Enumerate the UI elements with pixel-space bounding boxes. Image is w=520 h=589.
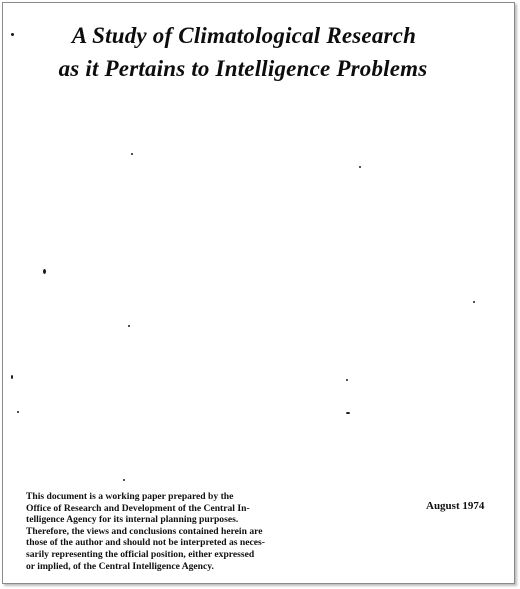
title-line-2: as it Pertains to Intelligence Problems <box>58 56 428 81</box>
scan-speck <box>359 166 361 168</box>
scan-speck <box>473 301 475 303</box>
notice-line: Office of Research and Development of the Central In- <box>26 502 250 514</box>
scan-speck <box>123 479 125 481</box>
notice-line: sarily representing the official position, either expressed <box>26 548 255 560</box>
notice-line: or implied, of the Central Intelligence Agency. <box>26 560 214 572</box>
disclaimer-notice <box>26 491 366 572</box>
document-title <box>3 19 483 85</box>
notice-line: telligence Agency for its internal planning purposes. <box>26 514 239 526</box>
scan-speck <box>11 33 14 36</box>
notice-line: those of the author and should not be interpreted as neces- <box>26 537 265 549</box>
notice-line: This document is a working paper prepared by the <box>26 491 234 502</box>
page-frame <box>2 2 515 584</box>
notice-line: Therefore, the views and conclusions contained herein are <box>26 525 263 537</box>
scan-speck <box>17 411 19 413</box>
scan-speck <box>11 375 13 379</box>
scan-speck <box>128 325 130 327</box>
scan-speck <box>346 379 348 381</box>
document-date: August 1974 <box>426 500 485 512</box>
scan-speck <box>131 153 133 155</box>
title-line-1: A Study of Climatological Research <box>71 23 417 48</box>
scan-speck <box>346 412 350 414</box>
scan-speck <box>43 269 46 274</box>
